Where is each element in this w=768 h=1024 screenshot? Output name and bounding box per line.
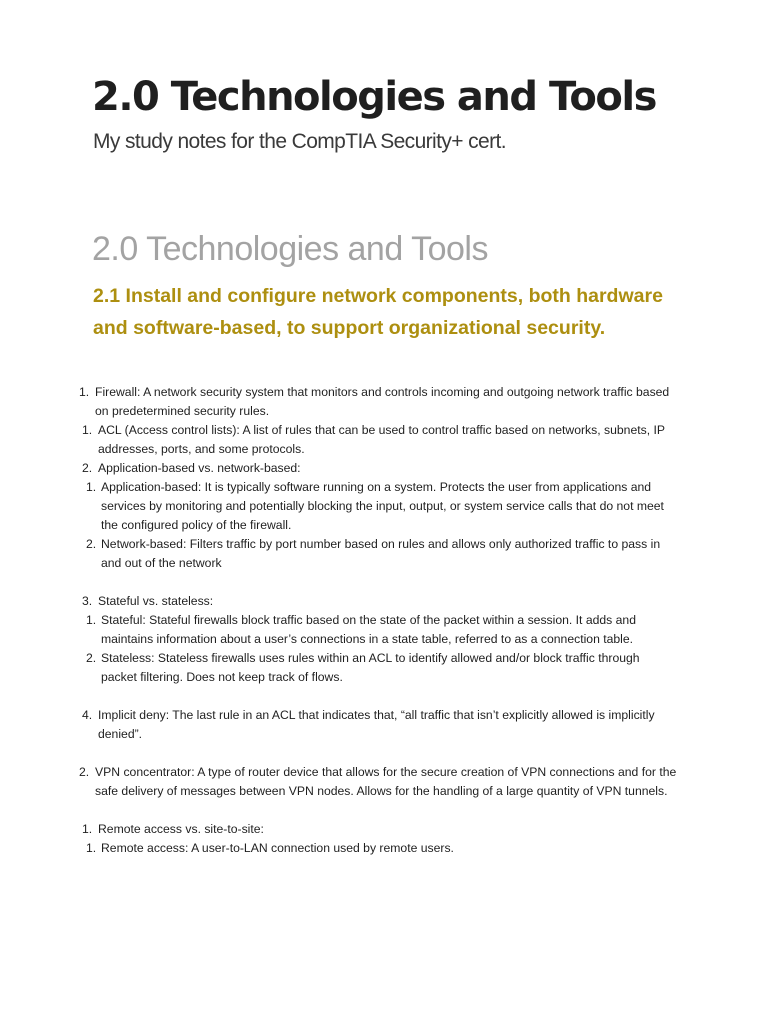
list-item-network-based: [86, 535, 672, 573]
list-item-remote-access: [86, 839, 672, 858]
list-item-application-based: [86, 478, 672, 535]
list-item-acl: [82, 421, 672, 459]
list-item-text: Remote access: A user-to-LAN connection used by remote users.: [101, 841, 454, 855]
list-item-text: VPN concentrator: A type of router device that allows for the secure creation of VPN connections and for the safe delivery of messages between VPN nodes. Allows for the handling of a large quantity of VPN tunnels.: [95, 765, 677, 798]
list-item-number: 1.: [86, 480, 97, 494]
list-item-number: 2.: [86, 651, 97, 665]
list-item-text: Stateful vs. stateless:: [98, 594, 214, 608]
list-item-text: Remote access vs. site-to-site:: [98, 822, 264, 836]
list-item-number: 1.: [86, 613, 97, 627]
list-item-text: Application-based vs. network-based:: [98, 461, 301, 475]
list-item-text: ACL (Access control lists): A list of rules that can be used to control traffic based on networks, subnets, IP addresses, ports, and some protocols.: [98, 423, 665, 456]
list-item-number: 1.: [82, 822, 93, 836]
list-item-number: 1.: [86, 841, 97, 855]
list-item-text: Implicit deny: The last rule in an ACL that indicates that, “all traffic that isn’t explicitly allowed is implicitly denied”.: [98, 708, 655, 741]
list-item-firewall: [79, 383, 679, 421]
list-item-app-vs-network: [82, 459, 672, 478]
list-item-text: Stateless: Stateless firewalls uses rules within an ACL to identify allowed and/or block traffic through packet filtering. Does not keep track of flows.: [101, 651, 640, 684]
list-item-number: 2.: [79, 765, 90, 779]
list-item-number: 3.: [82, 594, 93, 608]
list-item-text: Stateful: Stateful firewalls block traffic based on the state of the packet within a session. It adds and maintains information about a user’s connections in a state table, referred to as a connection table.: [101, 613, 636, 646]
section-heading: 2.0 Technologies and Tools: [92, 230, 488, 268]
list-item-stateful: [86, 611, 672, 649]
list-item-text: Application-based: It is typically software running on a system. Protects the user from applications and services by monitoring and potentially blocking the input, output, or system service calls that do not meet the configured policy of the firewall.: [101, 480, 664, 532]
list-item-number: 1.: [82, 423, 93, 437]
list-item-number: 1.: [79, 385, 90, 399]
list-item-text: Network-based: Filters traffic by port number based on rules and allows only authorized traffic to pass in and out of the network: [101, 537, 661, 570]
list-item-text: Firewall: A network security system that monitors and controls incoming and outgoing network traffic based on predetermined security rules.: [95, 385, 670, 418]
list-item-stateful-vs-stateless: [82, 592, 672, 611]
subsection-heading: 2.1 Install and configure network components, both hardware and software-based, to support organizational security.: [93, 285, 663, 339]
page-subtitle: My study notes for the CompTIA Security+ cert.: [93, 130, 506, 153]
list-item-vpn-concentrator: [79, 763, 679, 801]
list-item-number: 2.: [82, 461, 93, 475]
list-item-implicit-deny: [82, 706, 672, 744]
list-item-stateless: [86, 649, 672, 687]
page-title: 2.0 Technologies and Tools: [92, 74, 656, 120]
list-item-remote-vs-site: [82, 820, 672, 839]
list-item-number: 2.: [86, 537, 97, 551]
list-item-number: 4.: [82, 708, 93, 722]
